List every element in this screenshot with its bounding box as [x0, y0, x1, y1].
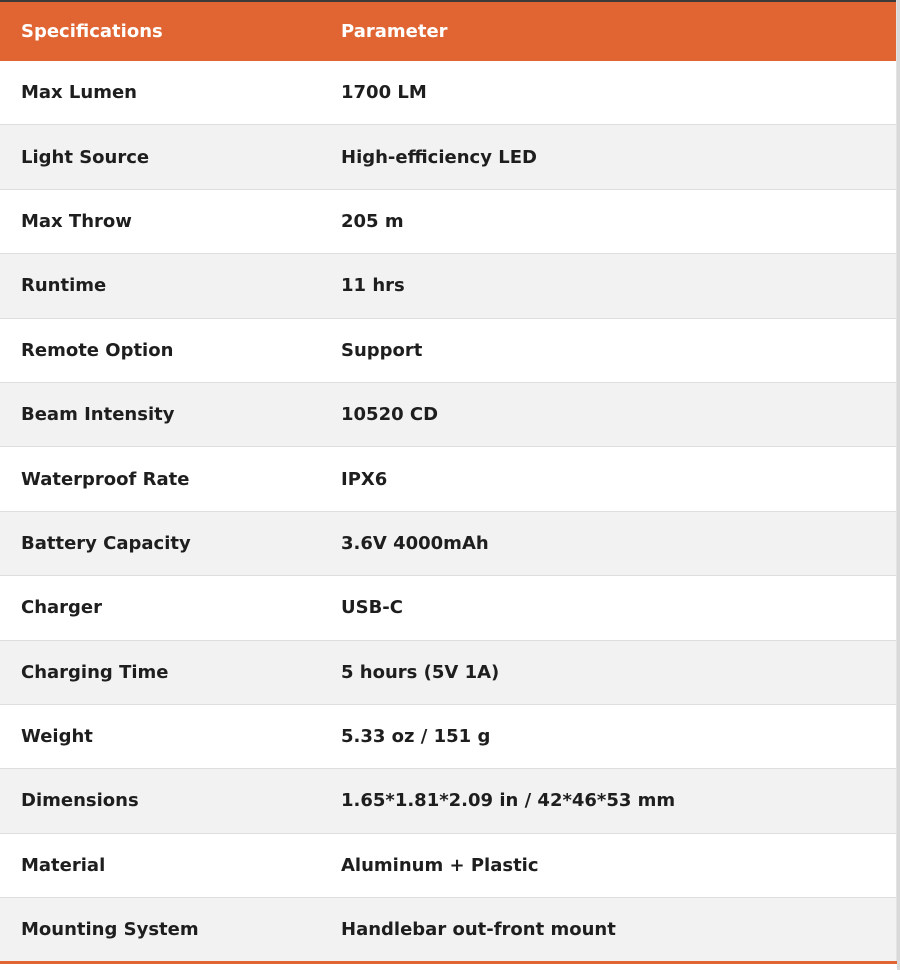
spec-name: Charging Time	[21, 661, 169, 683]
table-bottom-rule	[0, 961, 897, 964]
table-row	[0, 61, 896, 125]
table-row	[0, 641, 896, 705]
table-row	[0, 125, 896, 189]
table-row	[0, 512, 896, 576]
spec-value: Aluminum + Plastic	[341, 854, 539, 876]
spec-name: Max Throw	[21, 210, 132, 232]
spec-name: Max Lumen	[21, 82, 137, 104]
table-row	[0, 576, 896, 640]
table-row	[0, 447, 896, 511]
spec-value: 5 hours (5V 1A)	[341, 661, 500, 683]
header-parameter: Parameter	[341, 21, 448, 42]
table-row	[0, 254, 896, 318]
table-row	[0, 383, 896, 447]
spec-name: Runtime	[21, 275, 107, 297]
table-row	[0, 834, 896, 898]
spec-name: Charger	[21, 597, 103, 619]
spec-value: 1.65*1.81*2.09 in / 42*46*53 mm	[341, 790, 676, 812]
table-header-row	[0, 0, 896, 61]
spec-value: 3.6V 4000mAh	[341, 532, 489, 554]
spec-value: 10520 CD	[341, 404, 439, 426]
spec-value: High-efficiency LED	[341, 146, 537, 168]
spec-value: Handlebar out-front mount	[341, 919, 616, 941]
spec-value: USB-C	[341, 597, 403, 619]
spec-name: Beam Intensity	[21, 404, 175, 426]
spec-name: Light Source	[21, 146, 150, 168]
table-row	[0, 898, 896, 962]
spec-value: Support	[341, 339, 423, 361]
spec-value: 11 hrs	[341, 275, 405, 297]
spec-value: IPX6	[341, 468, 388, 490]
table-row	[0, 769, 896, 833]
spec-name: Mounting System	[21, 919, 199, 941]
table-row	[0, 319, 896, 383]
spec-value: 1700 LM	[341, 82, 427, 104]
spec-name: Material	[21, 854, 106, 876]
header-specifications: Specifications	[21, 21, 163, 42]
spec-value: 205 m	[341, 210, 404, 232]
table-row	[0, 190, 896, 254]
spec-name: Battery Capacity	[21, 532, 191, 554]
spec-value: 5.33 oz / 151 g	[341, 726, 491, 748]
spec-name: Dimensions	[21, 790, 139, 812]
spec-name: Remote Option	[21, 339, 174, 361]
spec-name: Waterproof Rate	[21, 468, 190, 490]
table-row	[0, 705, 896, 769]
spec-name: Weight	[21, 726, 93, 748]
